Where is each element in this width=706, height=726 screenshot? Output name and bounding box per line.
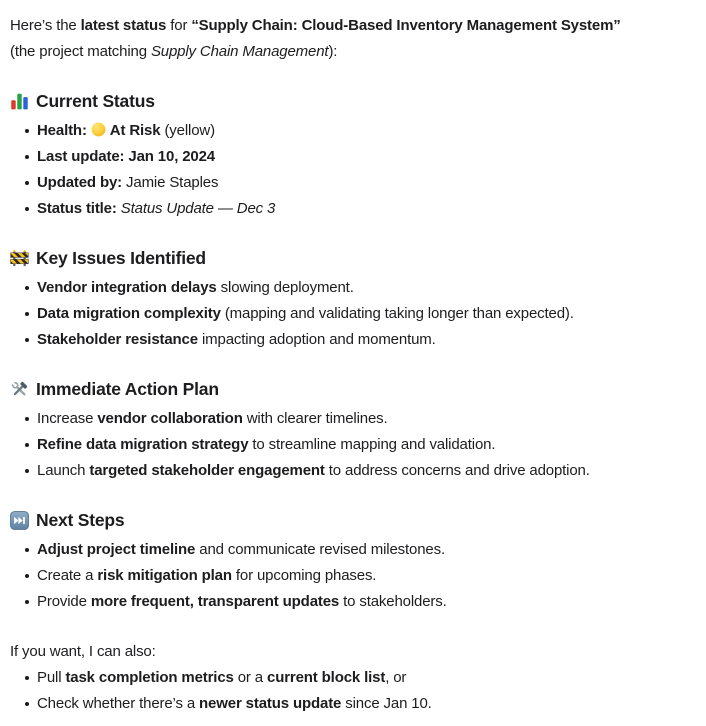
list-item <box>10 144 696 170</box>
bullet-dot <box>25 574 29 578</box>
bullet-dot <box>25 338 29 342</box>
text-segment: Updated by: <box>37 174 123 191</box>
bullet-dot <box>25 702 29 706</box>
list-item <box>10 170 696 196</box>
yellow-circle-icon <box>91 122 106 137</box>
text-segment: Health: <box>37 122 87 139</box>
list-item-text <box>37 275 696 301</box>
text-segment: Jamie Staples <box>122 174 219 191</box>
list-item <box>10 665 696 691</box>
next-steps-list <box>10 537 696 615</box>
text-segment: Launch <box>37 462 90 479</box>
text-segment: Here’s the <box>10 17 81 34</box>
text-segment: for <box>166 17 192 34</box>
text-segment: Data migration complexity <box>37 305 221 322</box>
section-heading-key-issues <box>10 246 696 271</box>
intro-line-1 <box>10 13 696 39</box>
list-item-text <box>37 144 696 170</box>
bullet-dot <box>25 417 29 421</box>
list-item-text <box>37 327 696 353</box>
outro-list <box>10 665 696 717</box>
text-segment: and communicate revised milestones. <box>195 541 445 558</box>
text-segment: current block list <box>267 669 386 686</box>
text-segment: to address concerns and drive adoption. <box>324 462 590 479</box>
construction-icon <box>10 249 29 268</box>
text-segment: If you want, I can also: <box>10 643 156 660</box>
bullet-dot <box>25 469 29 473</box>
key-issues-list <box>10 275 696 353</box>
text-segment: task completion metrics <box>65 669 234 686</box>
text-segment: (mapping and validating taking longer than expected). <box>220 305 574 322</box>
list-item <box>10 196 696 222</box>
list-item <box>10 458 696 484</box>
bullet-dot <box>25 286 29 290</box>
section-heading-next-steps <box>10 508 696 533</box>
text-segment: with clearer timelines. <box>242 410 388 427</box>
text-segment: slowing deployment. <box>216 279 354 296</box>
text-segment: vendor collaboration <box>97 410 243 427</box>
text-segment: or a <box>233 669 268 686</box>
intro-line-2 <box>10 39 696 65</box>
bullet-dot <box>25 155 29 159</box>
list-item <box>10 432 696 458</box>
list-item-text <box>37 196 696 222</box>
action-plan-list <box>10 406 696 484</box>
text-segment: Pull <box>37 669 66 686</box>
text-segment: Increase <box>37 410 98 427</box>
list-item-text <box>37 665 696 691</box>
list-item-text <box>37 406 696 432</box>
section-heading-action-plan <box>10 377 696 402</box>
text-segment: Refine data migration strategy <box>37 436 249 453</box>
next-track-icon <box>10 511 29 530</box>
bullet-dot <box>25 207 29 211</box>
bullet-dot <box>25 312 29 316</box>
text-segment: since Jan 10. <box>341 695 432 712</box>
hammer-wrench-icon <box>10 380 29 399</box>
list-item-text <box>37 458 696 484</box>
section-title: Immediate Action Plan <box>36 379 219 399</box>
list-item <box>10 406 696 432</box>
text-segment: Status Update — Dec 3 <box>120 200 276 217</box>
bullet-dot <box>25 600 29 604</box>
text-segment: to streamline mapping and validation. <box>248 436 496 453</box>
bar-chart-icon <box>10 92 29 111</box>
text-segment: “Supply Chain: Cloud-Based Inventory Management System” <box>191 17 621 34</box>
text-segment: Adjust project timeline <box>37 541 196 558</box>
text-segment: for upcoming phases. <box>231 567 377 584</box>
current-status-list <box>10 118 696 222</box>
section-key-issues <box>10 246 696 353</box>
text-segment: (yellow) <box>160 122 215 139</box>
text-segment: At Risk <box>109 122 161 139</box>
list-item <box>10 691 696 717</box>
section-current-status <box>10 89 696 222</box>
text-segment: Vendor integration delays <box>37 279 217 296</box>
text-segment: Stakeholder resistance <box>37 331 198 348</box>
section-heading-current-status <box>10 89 696 114</box>
bullet-dot <box>25 443 29 447</box>
text-segment: latest status <box>80 17 167 34</box>
text-segment: risk mitigation plan <box>97 567 232 584</box>
text-segment: (the project matching <box>10 43 151 60</box>
list-item-text <box>37 301 696 327</box>
text-segment: , or <box>385 669 407 686</box>
list-item <box>10 589 696 615</box>
text-segment: Provide <box>37 593 91 610</box>
outro-line <box>10 639 696 665</box>
text-segment: newer status update <box>199 695 342 712</box>
list-item <box>10 118 696 144</box>
list-item-text <box>37 589 696 615</box>
bullet-dot <box>25 676 29 680</box>
list-item-text <box>37 537 696 563</box>
bullet-dot <box>25 181 29 185</box>
bullet-dot <box>25 129 29 133</box>
section-title: Key Issues Identified <box>36 248 206 268</box>
text-segment: to stakeholders. <box>339 593 447 610</box>
text-segment: Create a <box>37 567 98 584</box>
bullet-dot <box>25 548 29 552</box>
list-item <box>10 537 696 563</box>
text-segment: Last update: Jan 10, 2024 <box>37 148 215 165</box>
list-item-text <box>37 691 696 717</box>
list-item <box>10 327 696 353</box>
list-item-text <box>37 170 696 196</box>
section-action-plan <box>10 377 696 484</box>
text-segment: impacting adoption and momentum. <box>197 331 436 348</box>
list-item-text <box>37 118 696 144</box>
section-title: Current Status <box>36 91 155 111</box>
section-title: Next Steps <box>36 510 125 530</box>
text-segment: more frequent, transparent updates <box>90 593 340 610</box>
text-segment: Check whether there’s a <box>37 695 200 712</box>
list-item <box>10 275 696 301</box>
text-segment: targeted stakeholder engagement <box>89 462 325 479</box>
list-item <box>10 301 696 327</box>
list-item-text <box>37 432 696 458</box>
section-next-steps <box>10 508 696 615</box>
text-segment: Supply Chain Management <box>150 43 329 60</box>
list-item <box>10 563 696 589</box>
list-item-text <box>37 563 696 589</box>
text-segment: ): <box>328 43 338 60</box>
text-segment: Status title: <box>37 200 117 217</box>
